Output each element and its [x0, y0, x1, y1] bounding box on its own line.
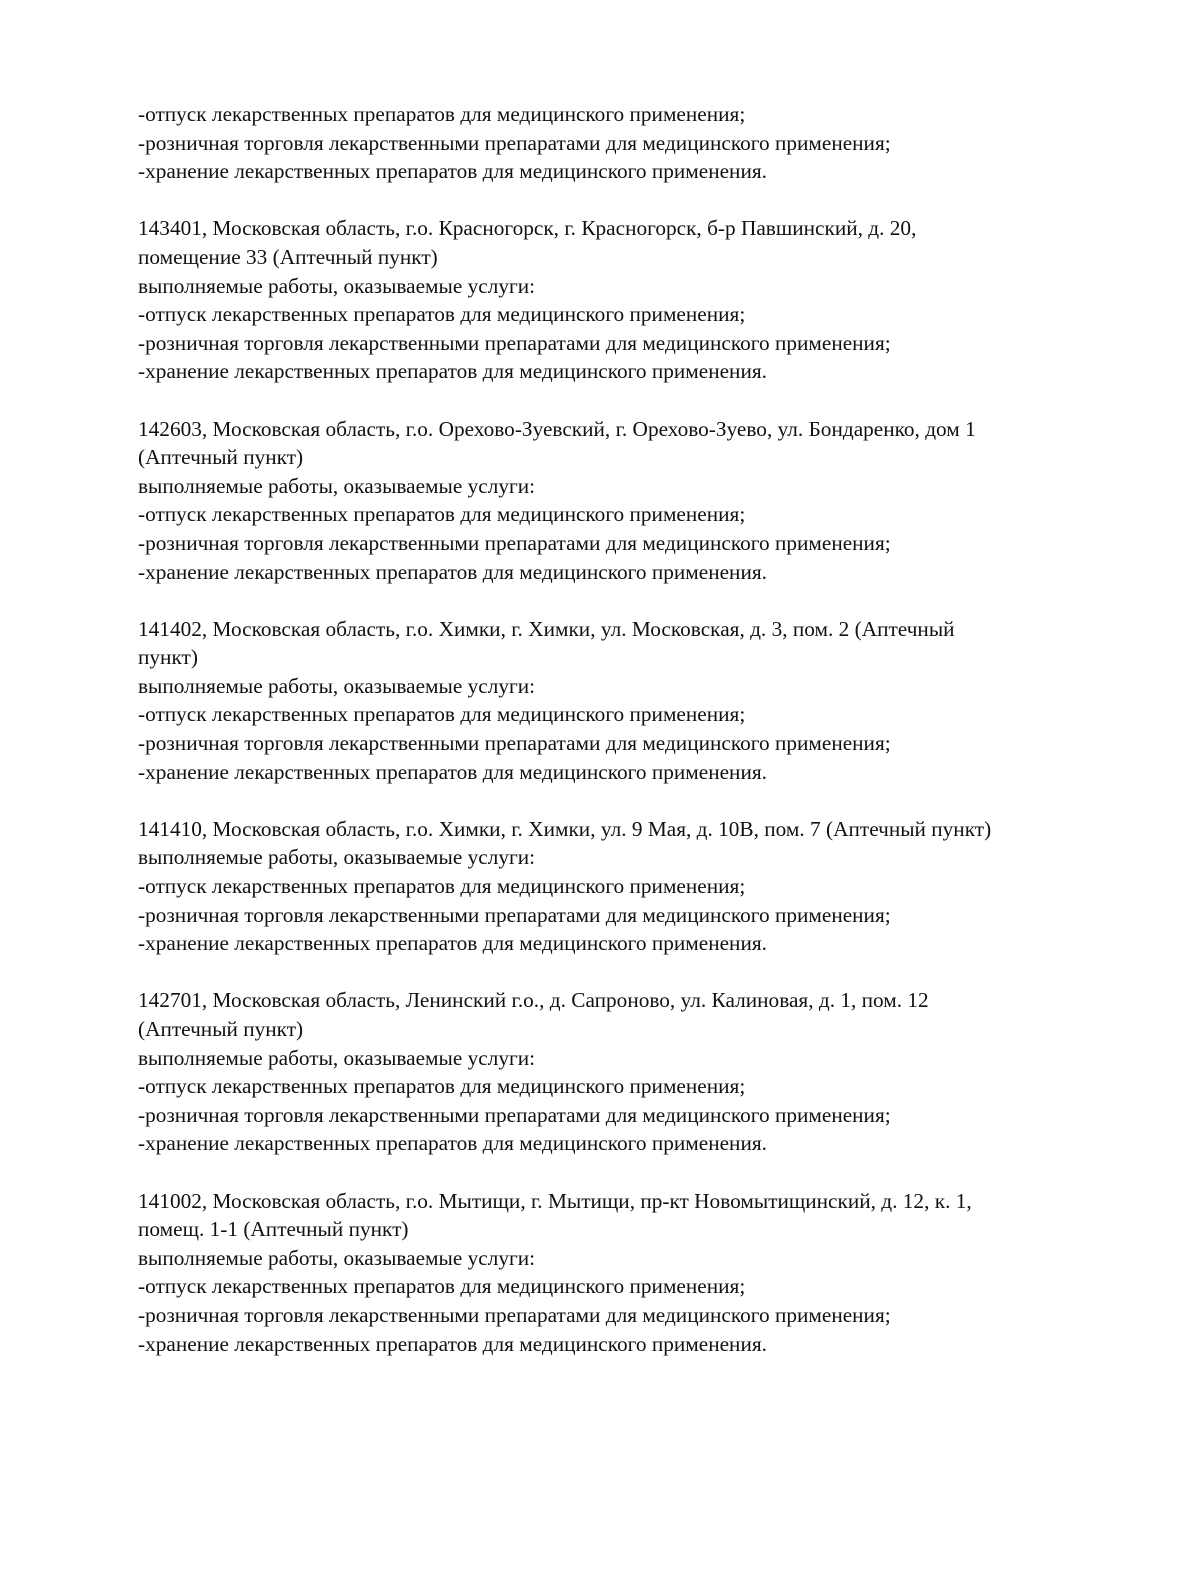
service-line: -розничная торговля лекарственными препаратами для медицинского применения;	[138, 902, 891, 927]
address-line: 142603, Московская область, г.о. Орехово-Зуевский, г. Орехово-Зуево, ул. Бондаренко, дом 1	[138, 416, 976, 441]
address-line: (Аптечный пункт)	[138, 1017, 304, 1041]
address-line: 143401, Московская область, г.о. Красногорск, г. Красногорск, б-р Павшинский, д. 20,	[138, 216, 917, 241]
service-line: -отпуск лекарственных препаратов для медицинского применения;	[138, 874, 746, 899]
service-line: -розничная торговля лекарственными препаратами для медицинского применения;	[138, 1102, 891, 1127]
service-line: -хранение лекарственных препаратов для медицинского применения.	[138, 1131, 767, 1156]
service-line: -отпуск лекарственных препаратов для медицинского применения;	[138, 302, 746, 327]
service-line: -хранение лекарственных препаратов для медицинского применения.	[138, 359, 767, 384]
address-line: помещение 33 (Аптечный пункт)	[138, 244, 438, 269]
service-line: -отпуск лекарственных препаратов для медицинского применения;	[138, 102, 746, 126]
services-heading: выполняемые работы, оказываемые услуги:	[138, 273, 536, 298]
pharmacy-entry	[138, 815, 1128, 958]
intro-services	[138, 100, 1128, 186]
services-heading: выполняемые работы, оказываемые услуги:	[138, 1245, 536, 1270]
service-line: -хранение лекарственных препаратов для медицинского применения.	[138, 931, 767, 956]
services-heading: выполняемые работы, оказываемые услуги:	[138, 473, 536, 498]
services-heading: выполняемые работы, оказываемые услуги:	[138, 845, 536, 870]
pharmacy-entry	[138, 214, 1128, 386]
service-line: -хранение лекарственных препаратов для медицинского применения.	[138, 1331, 767, 1356]
service-line: -розничная торговля лекарственными препаратами для медицинского применения;	[138, 731, 891, 756]
service-line: -отпуск лекарственных препаратов для медицинского применения;	[138, 702, 746, 727]
address-line: 141410, Московская область, г.о. Химки, г. Химки, ул. 9 Мая, д. 10В, пом. 7 (Аптечный пункт)	[138, 816, 992, 841]
document-body	[138, 100, 1128, 1358]
pharmacy-entry	[138, 615, 1128, 787]
service-line: -розничная торговля лекарственными препаратами для медицинского применения;	[138, 1302, 891, 1327]
address-line: 141402, Московская область, г.о. Химки, г. Химки, ул. Московская, д. 3, пом. 2 (Аптечный	[138, 616, 955, 641]
service-line: -отпуск лекарственных препаратов для медицинского применения;	[138, 502, 746, 527]
service-line: -хранение лекарственных препаратов для медицинского применения.	[138, 159, 767, 184]
service-line: -хранение лекарственных препаратов для медицинского применения.	[138, 759, 767, 784]
address-line: 142701, Московская область, Ленинский г.о., д. Сапроново, ул. Калиновая, д. 1, пом. 12	[138, 988, 929, 1013]
pharmacy-entry	[138, 986, 1128, 1158]
service-line: -розничная торговля лекарственными препаратами для медицинского применения;	[138, 130, 891, 155]
pharmacy-entry	[138, 1187, 1128, 1359]
service-line: -розничная торговля лекарственными препаратами для медицинского применения;	[138, 530, 891, 555]
address-line: 141002, Московская область, г.о. Мытищи, г. Мытищи, пр-кт Новомытищинский, д. 12, к. 1,	[138, 1188, 972, 1213]
address-line: помещ. 1-1 (Аптечный пункт)	[138, 1217, 409, 1242]
services-heading: выполняемые работы, оказываемые услуги:	[138, 673, 536, 698]
service-line: -розничная торговля лекарственными препаратами для медицинского применения;	[138, 330, 891, 355]
address-line: (Аптечный пункт)	[138, 445, 304, 470]
services-heading: выполняемые работы, оказываемые услуги:	[138, 1045, 536, 1070]
service-line: -хранение лекарственных препаратов для медицинского применения.	[138, 559, 767, 584]
pharmacy-entry	[138, 415, 1128, 587]
address-line: пункт)	[138, 645, 198, 670]
service-line: -отпуск лекарственных препаратов для медицинского применения;	[138, 1274, 746, 1299]
service-line: -отпуск лекарственных препаратов для медицинского применения;	[138, 1074, 746, 1099]
